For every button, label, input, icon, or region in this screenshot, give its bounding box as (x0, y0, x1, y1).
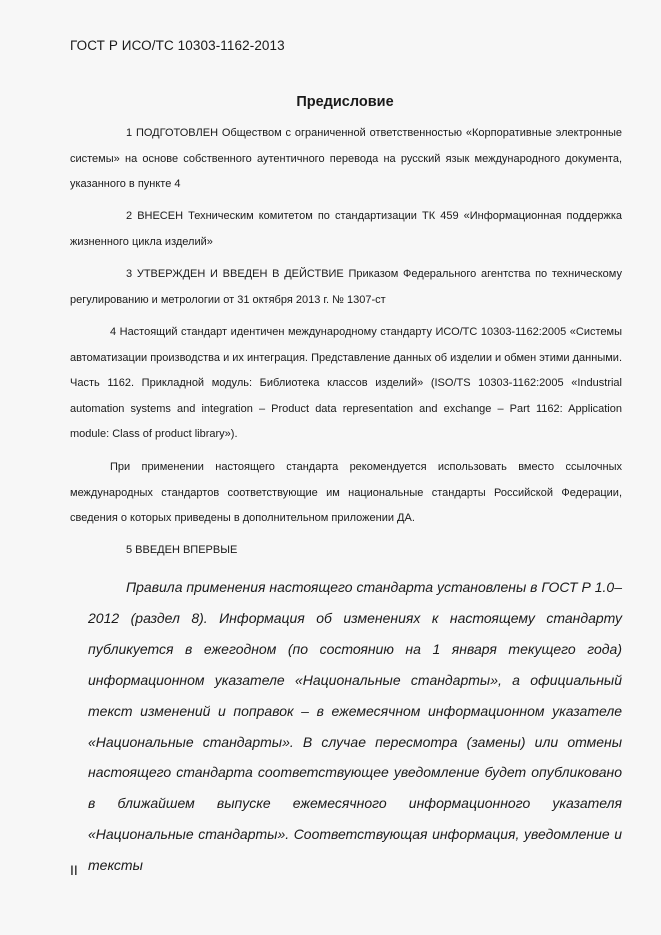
document-code-header: ГОСТ Р ИСО/ТС 10303-1162-2013 (70, 38, 285, 53)
notice-block (88, 572, 622, 881)
notice-text: Правила применения настоящего стандарта установлены в ГОСТ Р 1.0–2012 (раздел 8). Информация об изменениях к настоящему стандарту публикуется в ежегодном (по состоянию на 1 января текущего года) информационном указателе «Национальные стандарты», а официальный текст изменений и поправок – в ежемесячном информационном указателе «Национальные стандарты». В случае пересмотра (замены) или отмены настоящего стандарта соответствующее уведомление будет опубликовано в ближайшем выпуске ежемесячного информационного указателя «Национальные стандарты». Соответствующая информация, уведомление и тексты (88, 579, 622, 874)
paragraph-text: 1 ПОДГОТОВЛЕН Обществом с ограниченной ответственностью «Корпоративные электронные системы» на основе собственного аутентичного перевода на русский язык международного документа, указанного в пункте 4 (70, 127, 622, 191)
paragraph-text: 3 УТВЕРЖДЕН И ВВЕДЕН В ДЕЙСТВИЕ Приказом Федерального агентства по техническому регулированию и метрологии от 31 октября 2013 г. № 1307-ст (70, 268, 622, 306)
paragraph-first-introduced (70, 538, 622, 564)
section-title: Предисловие (296, 94, 394, 110)
paragraph-submitted-by (70, 204, 622, 255)
paragraph-identical-standard (70, 320, 622, 448)
paragraph-text: При применении настоящего стандарта рекомендуется использовать вместо ссылочных международных стандартов соответствующие им национальные стандарты Российской Федерации, сведения о которых приведены в дополнительном приложении ДА. (70, 461, 622, 525)
paragraph-text: 4 Настоящий стандарт идентичен международному стандарту ИСО/ТС 10303-1162:2005 «Системы автоматизации производства и их интеграция. Представление данных об изделии и обмен этими данными. Часть 1162. Прикладной модуль: Библиотека классов изделий» (ISO/TS 10303-1162:2005 «Industrial automation systems and integration – Product data representation and exchange – Part 1162: Application module: Class of product library»). (70, 326, 622, 441)
page-number: II (70, 862, 78, 878)
paragraph-approved (70, 262, 622, 313)
paragraph-text: 2 ВНЕСЕН Техническим комитетом по стандартизации ТК 459 «Информационная поддержка жизненного цикла изделий» (70, 210, 622, 248)
paragraph-application-note (70, 455, 622, 532)
paragraph-text: 5 ВВЕДЕН ВПЕРВЫЕ (126, 544, 238, 556)
paragraph-prepared-by (70, 121, 622, 198)
